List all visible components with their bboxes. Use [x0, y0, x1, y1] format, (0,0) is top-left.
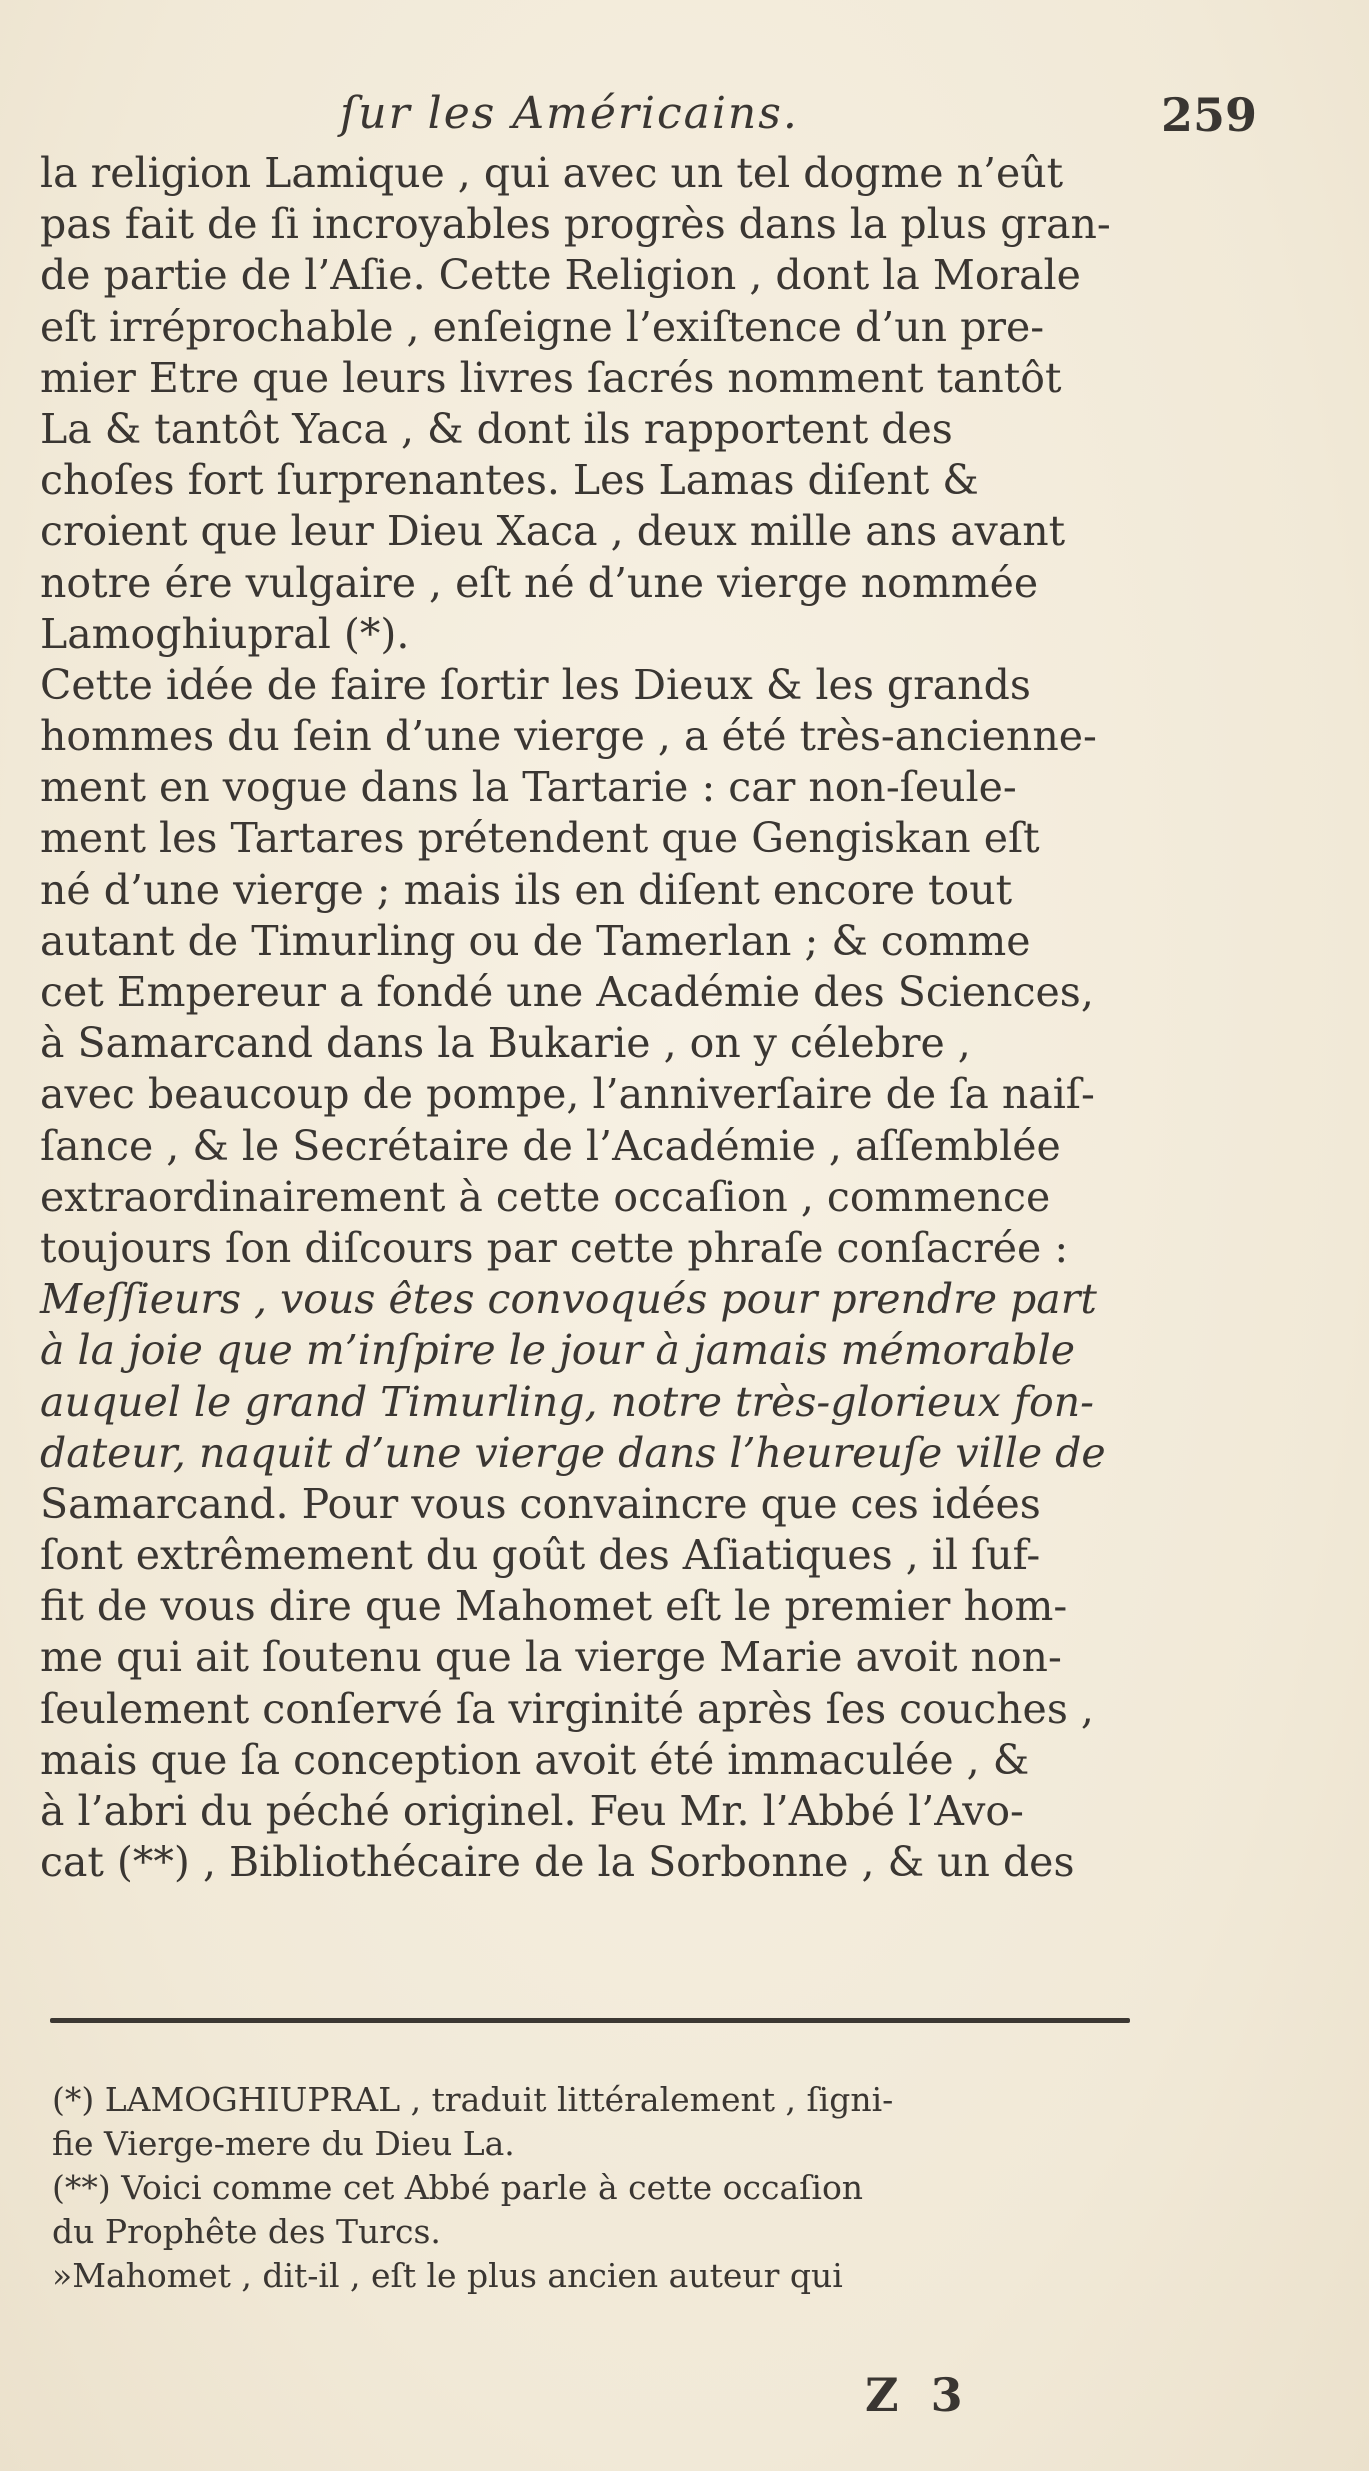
- body-line: La & tantôt Yaca , & dont ils rapportent des: [40, 404, 953, 453]
- footnote-line: »Mahomet , dit-il , eſt le plus ancien auteur qui: [52, 2256, 843, 2295]
- body-line: à Samarcand dans la Bukarie , on y célebre ,: [40, 1019, 971, 1068]
- body-line: ment les Tartares prétendent que Gengiskan eſt: [40, 814, 1040, 863]
- footnotes: [52, 2078, 1122, 2298]
- body-line: à l’abri du péché originel. Feu Mr. l’Abbé l’Avo-: [40, 1787, 1024, 1835]
- body-line: la religion Lamique , qui avec un tel dogme n’eût: [40, 149, 1064, 197]
- body-line: de partie de l’Aſie. Cette Religion , dont la Morale: [40, 251, 1081, 300]
- running-title: ſur les Américains.: [340, 88, 799, 139]
- page-header: [40, 88, 1329, 148]
- body-line: cet Empereur a fondé une Académie des Sciences,: [40, 968, 1094, 1016]
- body-line: ſance , & le Secrétaire de l’Académie , aſſemblée: [40, 1121, 1061, 1170]
- footnote-line: fie Vierge-mere du Dieu La.: [52, 2124, 515, 2163]
- footnote-rule: [50, 2018, 1130, 2023]
- body-line: né d’une vierge ; mais ils en diſent encore tout: [40, 865, 1013, 914]
- body-text: [40, 148, 1111, 1888]
- body-line: croient que leur Dieu Xaca , deux mille ans avant: [40, 507, 1066, 556]
- body-line: choſes fort ſurprenantes. Les Lamas diſent &: [40, 456, 979, 505]
- body-line: hommes du ſein d’une vierge , a été très-ancienne-: [40, 712, 1097, 761]
- body-line: mais que ſa conception avoit été immaculée , &: [40, 1735, 1030, 1784]
- footnote-line: (*) LAMOGHIUPRAL , traduit littéralement , ſigni-: [52, 2080, 894, 2119]
- body-line: Lamoghiupral (*).: [40, 609, 410, 658]
- body-line: ment en vogue dans la Tartarie : car non-ſeule-: [40, 763, 1017, 812]
- signature-mark: Z 3: [865, 2368, 971, 2422]
- footnote-line: du Prophête des Turcs.: [52, 2212, 441, 2251]
- body-line: fit de vous dire que Mahomet eſt le premier hom-: [40, 1582, 1068, 1631]
- body-line: dateur, naquit d’une vierge dans l’heureuſe ville de: [40, 1428, 1106, 1477]
- body-line: avec beaucoup de pompe, l’anniverſaire de ſa naiſ-: [40, 1070, 1095, 1119]
- body-line: toujours ſon diſcours par cette phraſe conſacrée :: [40, 1223, 1069, 1272]
- page-number: 259: [1160, 88, 1257, 142]
- footnote-line: (**) Voici comme cet Abbé parle à cette occaſion: [52, 2168, 864, 2207]
- body-line: Samarcand. Pour vous convaincre que ces idées: [40, 1479, 1041, 1528]
- body-line: eſt irréprochable , enſeigne l’exiſtence d’un pre-: [40, 302, 1045, 351]
- body-line: cat (**) , Bibliothécaire de la Sorbonne , & un des: [40, 1838, 1075, 1887]
- body-line: Cette idée de faire ſortir les Dieux & les grands: [40, 660, 1031, 709]
- body-line: me qui ait ſoutenu que la vierge Marie avoit non-: [40, 1633, 1062, 1682]
- body-line: extraordinairement à cette occaſion , commence: [40, 1172, 1051, 1221]
- body-line: auquel le grand Timurling, notre très-glorieux fon-: [40, 1377, 1094, 1426]
- body-line: pas fait de ſi incroyables progrès dans la plus gran-: [40, 200, 1111, 249]
- body-line: mier Etre que leurs livres ſacrés nomment tantôt: [40, 353, 1062, 402]
- body-line: ſeulement conſervé ſa virginité après ſes couches ,: [40, 1684, 1094, 1733]
- body-line: Meſſieurs , vous êtes convoqués pour prendre part: [40, 1275, 1097, 1324]
- body-line: ſont extrêmement du goût des Aſiatiques , il ſuf-: [40, 1531, 1041, 1580]
- body-line: à la joie que m’inſpire le jour à jamais mémorable: [40, 1326, 1076, 1375]
- body-line: notre ére vulgaire , eſt né d’une vierge nommée: [40, 558, 1039, 607]
- body-line: autant de Timurling ou de Tamerlan ; & comme: [40, 916, 1031, 965]
